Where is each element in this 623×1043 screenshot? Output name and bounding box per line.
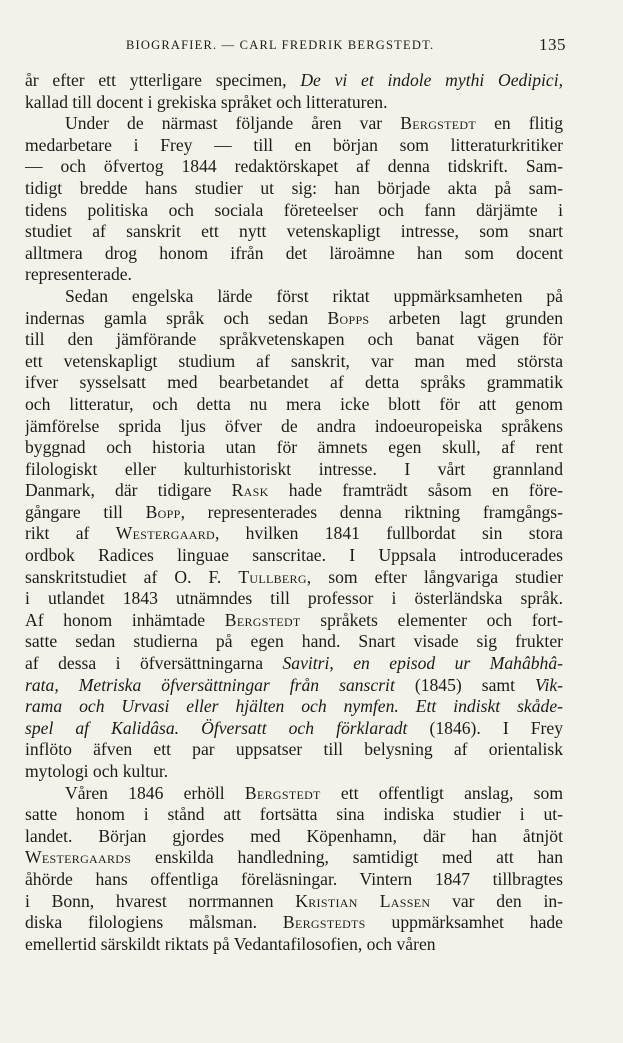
text-run: alltmera drog honom ifrån det läroämne han som docent [25, 242, 563, 263]
text-line [25, 437, 563, 459]
text-run: tidens politiska och sociala företeelser och fann därjämte i [25, 199, 563, 220]
italic-title: De vi et indole mythi Oedipici, [300, 70, 563, 90]
text-line [25, 696, 563, 718]
text-run: Sedan engelska lärde först riktat uppmärksamheten på [65, 285, 563, 306]
small-caps-name: Westergaards [25, 847, 132, 868]
text-run: ordbok Radices linguae sanscritae. I Uppsala introducerades [25, 545, 563, 566]
text-line [25, 156, 563, 178]
text-run: (1846). I Frey [407, 717, 563, 738]
text-run: ett offentligt anslag, som [320, 782, 563, 803]
text-line [25, 783, 563, 805]
small-caps-name: Rask [231, 480, 269, 501]
text-line [25, 329, 563, 351]
small-caps-name: Bergstedt [224, 609, 301, 630]
text-line [25, 351, 563, 373]
text-run: emellertid särskildt riktats på Vedantafilosofien, och våren [25, 933, 436, 954]
text-line [25, 243, 563, 265]
text-run: , som efter långvariga studier [306, 566, 563, 587]
small-caps-name: Bergstedt [244, 782, 321, 803]
text-line [25, 912, 563, 934]
text-line [25, 221, 563, 243]
text-run: sanskritstudiet af O. F. [25, 566, 239, 587]
page-number: 135 [539, 35, 566, 54]
text-line [25, 761, 563, 783]
italic-title: Savitri, en episod ur Mahâbhâ- [282, 653, 563, 674]
body-text [25, 70, 563, 955]
text-run: ett vetenskapligt studium af sanskrit, var man med största [25, 350, 563, 371]
text-line [25, 675, 563, 697]
text-run: , representerades denna riktning framgångs- [180, 501, 563, 522]
small-caps-name: Tullberg [238, 566, 307, 587]
text-line [25, 70, 563, 92]
small-caps-name: Bergstedt [400, 113, 476, 134]
text-line [25, 826, 563, 848]
text-line [25, 567, 563, 589]
text-line [25, 264, 563, 286]
text-line [25, 502, 563, 524]
text-line [25, 545, 563, 567]
text-run: mytologi och kultur. [25, 761, 169, 781]
text-run: i Bonn, hvarest norrmannen [25, 890, 296, 911]
text-run: indernas gamla språk och sedan [25, 307, 328, 328]
running-header [126, 35, 566, 56]
text-run: åhörde hans offentliga föreläsningar. Vintern 1847 tillbragtes [25, 868, 563, 889]
small-caps-name: Bopps [327, 307, 370, 328]
text-run: satte sedan studierna på egen hand. Snart visade sig frukter [25, 631, 563, 652]
text-run: var den in- [430, 890, 563, 911]
text-line [25, 416, 563, 438]
text-run: ifver sysselsatt med bearbetandet af detta språks grammatik [25, 372, 563, 393]
text-line [25, 135, 563, 157]
text-run: till den jämförande språkvetenskapen och banat vägen för [25, 329, 563, 350]
text-run: diska filologiens målsman. [25, 912, 283, 933]
text-run: år efter ett ytterligare specimen, [25, 70, 301, 90]
text-run: hade framträdt såsom en före- [268, 480, 563, 501]
text-run: tidigt bredde hans studier ut sig: han började akta på sam- [25, 177, 563, 198]
text-line [25, 653, 563, 675]
text-line [25, 92, 563, 114]
text-line [25, 523, 563, 545]
text-line [25, 610, 563, 632]
text-run: satte honom i stånd att fortsätta sina indiska studier i ut- [25, 804, 563, 825]
text-run: jämförelse sprida ljus öfver de andra indoeuropeiska språkens [25, 415, 563, 436]
running-title: BIOGRAFIER. — CARL FREDRIK BERGSTEDT. [126, 38, 435, 52]
text-line [25, 459, 563, 481]
text-run: en flitig [475, 113, 563, 134]
text-line [25, 178, 563, 200]
text-line [25, 372, 563, 394]
text-run: byggnad och historia utan för ämnets egen skull, af rent [25, 437, 563, 458]
text-run: Under de närmast följande åren var [65, 113, 401, 134]
text-run: språkets elementer och fort- [300, 609, 563, 630]
text-line [25, 480, 563, 502]
text-run: studiet af sanskrit ett nytt vetenskapligt intresse, som snart [25, 221, 563, 242]
text-run: medarbetare i Frey — till en början som litteraturkritiker [25, 134, 563, 155]
text-line [25, 286, 563, 308]
text-run: rikt af [25, 523, 116, 544]
text-line [25, 934, 563, 956]
text-run: representerade. [25, 264, 132, 285]
text-run: landet. Början gjordes med Köpenhamn, där han åtnjöt [25, 825, 563, 846]
text-line [25, 891, 563, 913]
text-line [25, 308, 563, 330]
italic-title: spel af Kalidâsa. Öfversatt och förklaradt [25, 717, 408, 738]
small-caps-name: Kristian Lassen [295, 890, 431, 911]
text-run: i utlandet 1843 utnämndes till professor i österländska språk. [25, 588, 563, 609]
text-line [25, 394, 563, 416]
text-line [25, 804, 563, 826]
italic-title: Vik- [535, 674, 563, 695]
small-caps-name: Bopp [145, 501, 181, 522]
italic-title: rata, Metriska öfversättningar från sanscrit [25, 674, 395, 695]
text-run: Danmark, där tidigare [25, 480, 232, 501]
text-line [25, 200, 563, 222]
text-line [25, 869, 563, 891]
text-run: inflöto äfven ett par uppsatser till belysning af orientalisk [25, 739, 563, 760]
text-run: filologiskt eller kulturhistoriskt intresse. I vårt grannland [25, 458, 563, 479]
text-line [25, 588, 563, 610]
text-run: enskilda handledning, samtidigt med att han [131, 847, 563, 868]
text-run: Af honom inhämtade [25, 609, 225, 630]
small-caps-name: Bergstedts [282, 912, 366, 933]
text-run: uppmärksamhet hade [365, 912, 563, 933]
text-line [25, 631, 563, 653]
text-line [25, 718, 563, 740]
italic-title: rama och Urvasi eller hjälten och nymfen. Ett indiskt skåde- [25, 696, 563, 717]
text-run: arbeten lagt grunden [369, 307, 563, 328]
text-run: (1845) samt [394, 674, 535, 695]
text-run: af dessa i öfversättningarna [25, 653, 283, 674]
text-run: Våren 1846 erhöll [65, 782, 245, 803]
text-run: kallad till docent i grekiska språket och litteraturen. [25, 91, 388, 112]
text-line [25, 847, 563, 869]
small-caps-name: Westergaard [115, 523, 215, 544]
text-line [25, 113, 563, 135]
text-line [25, 739, 563, 761]
text-run: — och öfvertog 1844 redaktörskapet af denna tidskrift. Sam- [25, 156, 563, 177]
text-run: gångare till [25, 501, 146, 522]
text-run: och litteratur, och detta nu mera icke blott för att genom [25, 393, 563, 414]
text-run: , hvilken 1841 fullbordat sin stora [214, 523, 563, 544]
